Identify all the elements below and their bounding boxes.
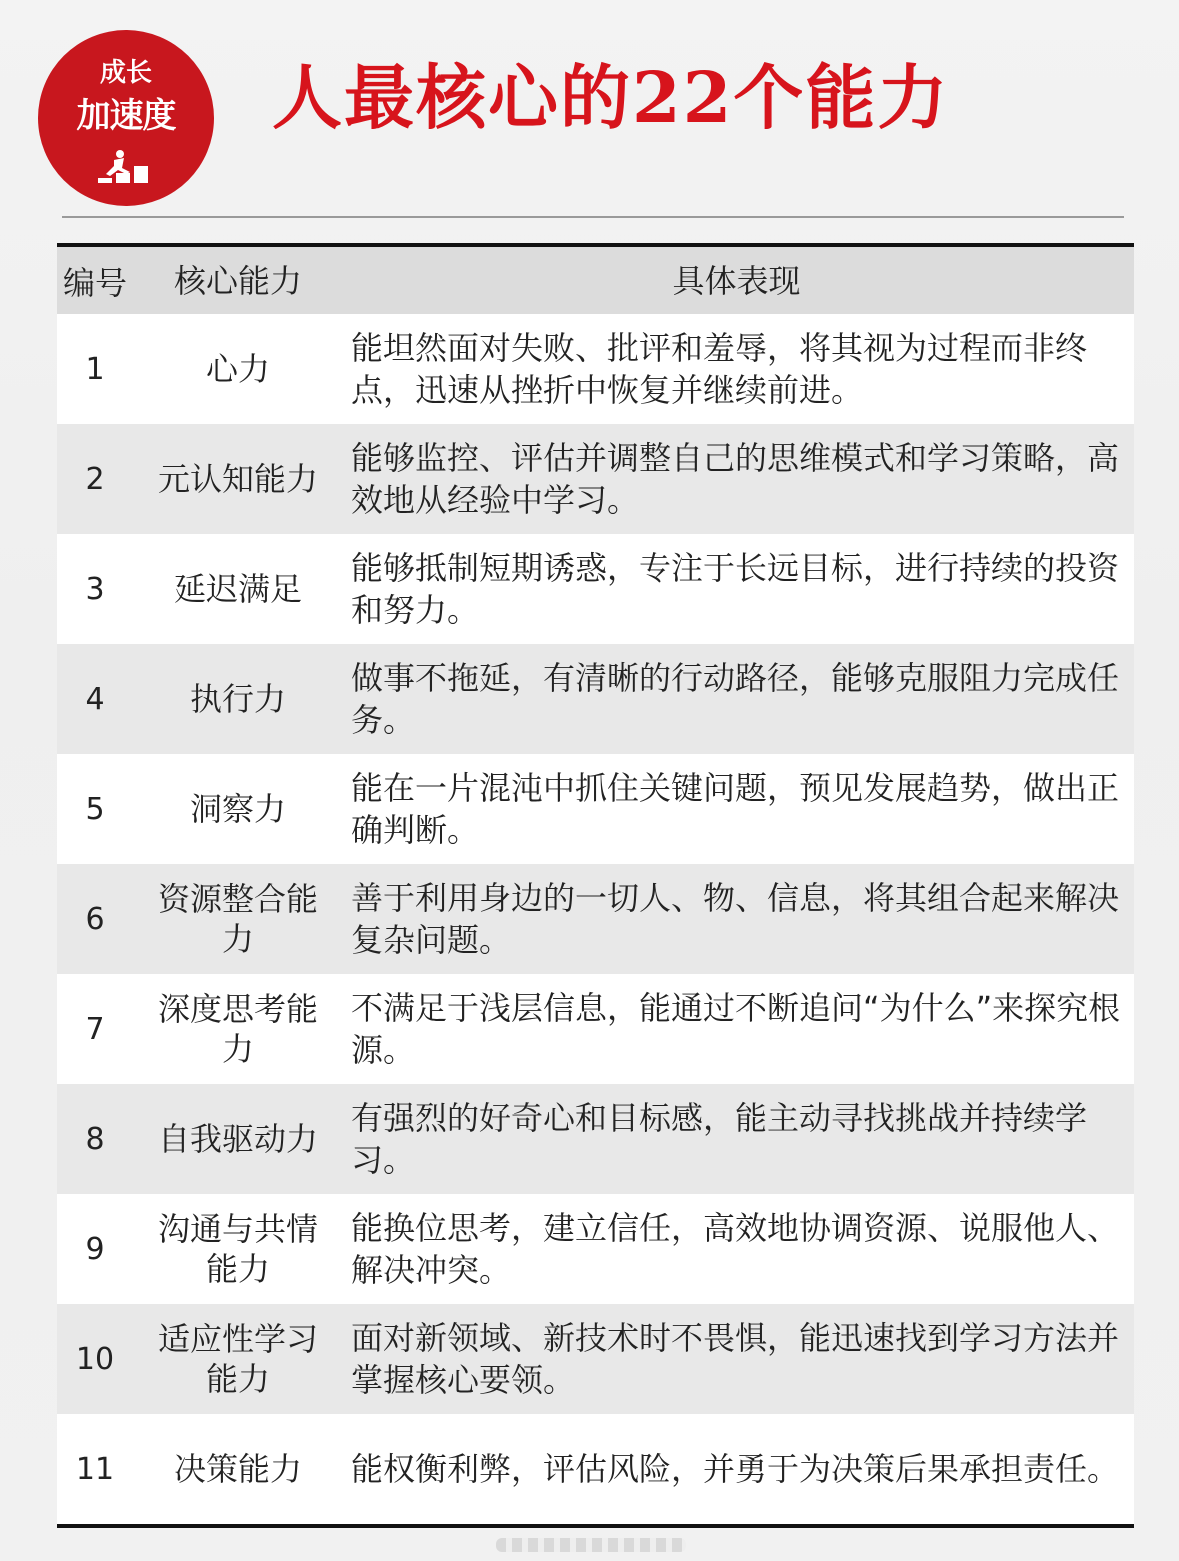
row-description: 面对新领域、新技术时不畏惧，能迅速找到学习方法并掌握核心要领。: [351, 1319, 1120, 1399]
logo-line-1: 成长: [99, 58, 152, 88]
row-capability: 延迟满足: [173, 570, 302, 608]
row-description: 能够抵制短期诱惑，专注于长远目标，进行持续的投资和努力。: [351, 549, 1120, 629]
row-num: 3: [85, 571, 105, 607]
row-capability: 执行力: [189, 680, 286, 718]
row-num: 9: [85, 1231, 105, 1267]
row-description: 有强烈的好奇心和目标感，能主动寻找挑战并持续学习。: [351, 1099, 1088, 1179]
row-description: 不满足于浅层信息，能通过不断追问“为什么”来探究根源。: [351, 989, 1121, 1069]
table-row: [57, 1194, 1134, 1304]
row-description: 能换位思考，建立信任，高效地协调资源、说服他人、解决冲突。: [351, 1209, 1120, 1289]
page-title: 人最核心的22个能力: [272, 56, 950, 139]
title-divider: [62, 216, 1124, 218]
header-description: 具体表现: [672, 261, 801, 300]
table-row: [57, 534, 1134, 644]
header-num: 编号: [62, 263, 127, 302]
table-row: [57, 1414, 1134, 1524]
row-num: 1: [85, 351, 105, 387]
table-header-row: [57, 247, 1134, 314]
logo-line-2: 加速度: [76, 96, 176, 136]
header-capability: 核心能力: [173, 261, 302, 300]
row-description: 能坦然面对失败、批评和羞辱，将其视为过程而非终点，迅速从挫折中恢复并继续前进。: [351, 329, 1088, 409]
table-row: [57, 754, 1134, 864]
row-capability: 心力: [205, 350, 270, 388]
table-row: [57, 644, 1134, 754]
row-capability: 适应性学习能力: [157, 1320, 318, 1398]
row-capability: 决策能力: [173, 1450, 302, 1488]
row-capability: 深度思考能力: [157, 990, 318, 1068]
growth-stairs-icon: [38, 148, 214, 188]
row-num: 4: [85, 681, 105, 717]
row-capability: 资源整合能力: [157, 880, 318, 958]
row-description: 能权衡利弊，评估风险，并勇于为决策后果承担责任。: [351, 1450, 1120, 1488]
table-row: [57, 314, 1134, 424]
row-capability: 自我驱动力: [157, 1120, 318, 1158]
table-body: [57, 314, 1134, 1524]
row-num: 11: [75, 1451, 115, 1487]
table-row: [57, 1304, 1134, 1414]
row-description: 能在一片混沌中抓住关键问题，预见发展趋势，做出正确判断。: [351, 769, 1120, 849]
table-row: [57, 1084, 1134, 1194]
row-num: 8: [85, 1121, 105, 1157]
row-num: 7: [85, 1011, 105, 1047]
row-description: 做事不拖延，有清晰的行动路径，能够克服阻力完成任务。: [351, 659, 1120, 739]
row-num: 6: [85, 901, 105, 937]
table-row: [57, 864, 1134, 974]
row-description: 善于利用身边的一切人、物、信息，将其组合起来解决复杂问题。: [351, 879, 1120, 959]
brand-logo: [38, 30, 214, 206]
row-description: 能够监控、评估并调整自己的思维模式和学习策略，高效地从经验中学习。: [351, 439, 1120, 519]
row-num: 5: [85, 791, 105, 827]
table-row: [57, 974, 1134, 1084]
row-capability: 元认知能力: [157, 460, 318, 498]
row-num: 2: [85, 461, 105, 497]
table-row: [57, 424, 1134, 534]
row-num: 10: [75, 1341, 115, 1377]
row-capability: 洞察力: [189, 790, 286, 828]
row-capability: 沟通与共情能力: [157, 1210, 318, 1288]
watermark-bar: [496, 1538, 686, 1552]
capability-table: [57, 243, 1134, 1528]
